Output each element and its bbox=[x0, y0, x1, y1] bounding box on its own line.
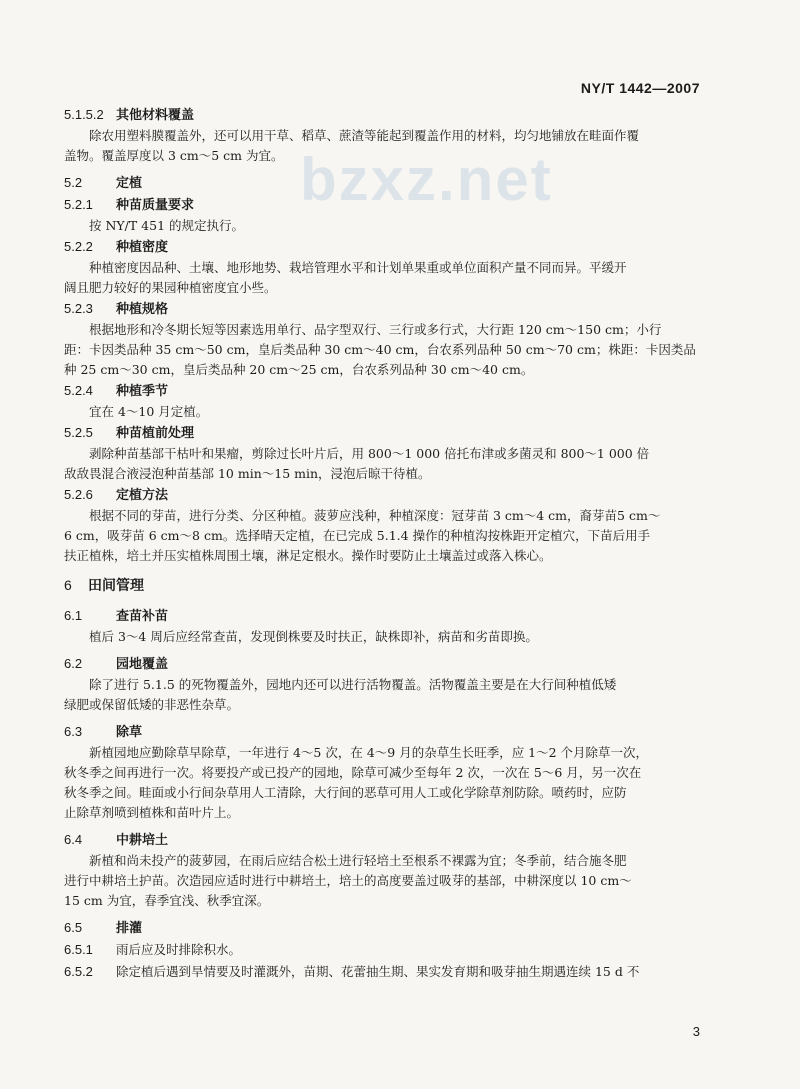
paragraph-line: 除农用塑料膜覆盖外，还可以用干草、稻草、蔗渣等能起到覆盖作用的材料，均匀地铺放在畦面作覆 bbox=[89, 128, 640, 143]
paragraph-line: 宜在 4～10 月定植。 bbox=[89, 404, 209, 419]
paragraph-line: 6 cm，吸芽苗 6 cm～8 cm。选择晴天定植，在已完成 5.1.4 操作的种植沟按株距开定植穴，下苗后用手 bbox=[64, 528, 651, 543]
paragraph-line: 距：卡因类品种 35 cm～50 cm，皇后类品种 30 cm～40 cm，台农系列品种 50 cm～70 cm；株距：卡因类品 bbox=[64, 342, 696, 357]
heading-title: 种植季节 bbox=[116, 384, 169, 399]
chapter-heading bbox=[64, 574, 704, 597]
standard-code: NY/T 1442—2007 bbox=[580, 80, 700, 96]
paragraph-line: 进行中耕培土护苗。次造园应适时进行中耕培土，培土的高度要盖过吸芽的基部，中耕深度以 10 cm～ bbox=[64, 873, 632, 888]
paragraph-line: 除了进行 5.1.5 的死物覆盖外，园地内还可以进行活物覆盖。活物覆盖主要是在大行间种植低矮 bbox=[89, 677, 617, 692]
page-number: 3 bbox=[692, 1024, 700, 1039]
section-heading bbox=[64, 172, 704, 194]
document-body bbox=[64, 104, 704, 983]
subsection-heading bbox=[64, 422, 704, 444]
heading-number: 6.3 bbox=[64, 724, 83, 739]
heading-title: 定植 bbox=[116, 176, 143, 191]
heading-number: 6.1 bbox=[64, 608, 83, 623]
heading-number: 5.2.1 bbox=[64, 197, 93, 212]
paragraph-line: 按 NY/T 451 的规定执行。 bbox=[89, 218, 245, 233]
heading-number: 6.5.1 bbox=[64, 942, 93, 957]
subsection-heading bbox=[64, 298, 704, 320]
heading-title: 其他材料覆盖 bbox=[116, 108, 195, 123]
section-heading bbox=[64, 917, 704, 939]
paragraph-line: 止除草剂喷到植株和苗叶片上。 bbox=[64, 805, 240, 820]
heading-number: 5.2.5 bbox=[64, 425, 93, 440]
paragraph-line: 秋冬季之间。畦面或小行间杂草用人工清除，大行间的恶草可用人工或化学除草剂防除。喷药时，应防 bbox=[64, 785, 627, 800]
paragraph-line: 种植密度因品种、土壤、地形地势、栽培管理水平和计划单果重或单位面积产量不同而异。平缓开 bbox=[89, 260, 627, 275]
subsection-heading bbox=[64, 104, 704, 126]
paragraph-line: 扶正植株，培土并压实植株周围土壤，淋足定根水。操作时要防止土壤盖过或落入株心。 bbox=[64, 548, 552, 563]
subsection-heading bbox=[64, 194, 704, 216]
heading-number: 5.2 bbox=[64, 175, 83, 190]
heading-title: 中耕培土 bbox=[116, 833, 169, 848]
paragraph-line: 新植园地应勤除草早除草，一年进行 4～5 次，在 4～9 月的杂草生长旺季，应 1～2 个月除草一次， bbox=[89, 745, 649, 760]
paragraph-line: 绿肥或保留低矮的非恶性杂草。 bbox=[64, 697, 240, 712]
section-heading bbox=[64, 829, 704, 851]
paragraph-line: 新植和尚未投产的菠萝园，在雨后应结合松土进行轻培土至根系不裸露为宜；冬季前，结合施冬肥 bbox=[89, 853, 627, 868]
heading-number: 6.2 bbox=[64, 656, 83, 671]
paragraph-line: 植后 3～4 周后应经常查苗，发现倒株要及时扶正，缺株即补，病苗和劣苗即换。 bbox=[89, 629, 538, 644]
heading-number: 5.2.4 bbox=[64, 383, 93, 398]
heading-title: 除草 bbox=[116, 725, 143, 740]
heading-number: 6.4 bbox=[64, 832, 83, 847]
section-heading bbox=[64, 653, 704, 675]
heading-title: 定植方法 bbox=[116, 488, 169, 503]
paragraph-line: 15 cm 为宜，春季宜浅、秋季宜深。 bbox=[64, 893, 270, 908]
heading-title: 田间管理 bbox=[88, 578, 144, 594]
heading-number: 5.1.5.2 bbox=[64, 107, 104, 122]
section-heading bbox=[64, 721, 704, 743]
heading-title: 排灌 bbox=[116, 921, 143, 936]
paragraph-line: 根据不同的芽苗，进行分类、分区种植。菠萝应浅种，种植深度：冠芽苗 3 cm～4 cm，裔芽苗5 cm～ bbox=[89, 508, 661, 523]
heading-title: 园地覆盖 bbox=[116, 657, 169, 672]
heading-number: 5.2.2 bbox=[64, 239, 93, 254]
inline-text: 雨后应及时排除积水。 bbox=[116, 942, 242, 957]
heading-title: 种苗质量要求 bbox=[116, 198, 195, 213]
subsection-heading bbox=[64, 961, 704, 983]
paragraph-line: 种 25 cm～30 cm，皇后类品种 20 cm～25 cm，台农系列品种 30 cm～40 cm。 bbox=[64, 362, 534, 377]
paragraph-line: 敌敌畏混合液浸泡种苗基部 10 min～15 min，浸泡后晾干待植。 bbox=[64, 466, 431, 481]
inline-text: 除定植后遇到旱情要及时灌溉外，苗期、花蕾抽生期、果实发育期和吸芽抽生期遇连续 15 d 不 bbox=[116, 964, 640, 979]
heading-number: 6.5.2 bbox=[64, 964, 93, 979]
paragraph-line: 盖物。覆盖厚度以 3 cm～5 cm 为宜。 bbox=[64, 148, 284, 163]
heading-number: 5.2.6 bbox=[64, 487, 93, 502]
paragraph-line: 剥除种苗基部干枯叶和果瘤，剪除过长叶片后，用 800～1 000 倍托布津或多菌灵和 800～1 000 倍 bbox=[89, 446, 650, 461]
subsection-heading bbox=[64, 236, 704, 258]
heading-title: 种苗植前处理 bbox=[116, 426, 195, 441]
section-heading bbox=[64, 605, 704, 627]
paragraph-line: 根据地形和冷冬期长短等因素选用单行、品字型双行、三行或多行式，大行距 120 cm～150 cm；小行 bbox=[89, 322, 662, 337]
heading-number: 6 bbox=[64, 577, 72, 593]
heading-number: 6.5 bbox=[64, 920, 83, 935]
heading-number: 5.2.3 bbox=[64, 301, 93, 316]
heading-title: 查苗补苗 bbox=[116, 609, 169, 624]
subsection-heading bbox=[64, 484, 704, 506]
heading-title: 种植规格 bbox=[116, 302, 169, 317]
paragraph-line: 秋冬季之间再进行一次。将要投产或已投产的园地，除草可减少至每年 2 次，一次在 5～6 月，另一次在 bbox=[64, 765, 642, 780]
subsection-heading bbox=[64, 380, 704, 402]
subsection-heading bbox=[64, 939, 704, 961]
watermark: bzxz.net bbox=[300, 146, 553, 213]
paragraph-line: 阔且肥力较好的果园种植密度宜小些。 bbox=[64, 280, 277, 295]
heading-title: 种植密度 bbox=[116, 240, 169, 255]
